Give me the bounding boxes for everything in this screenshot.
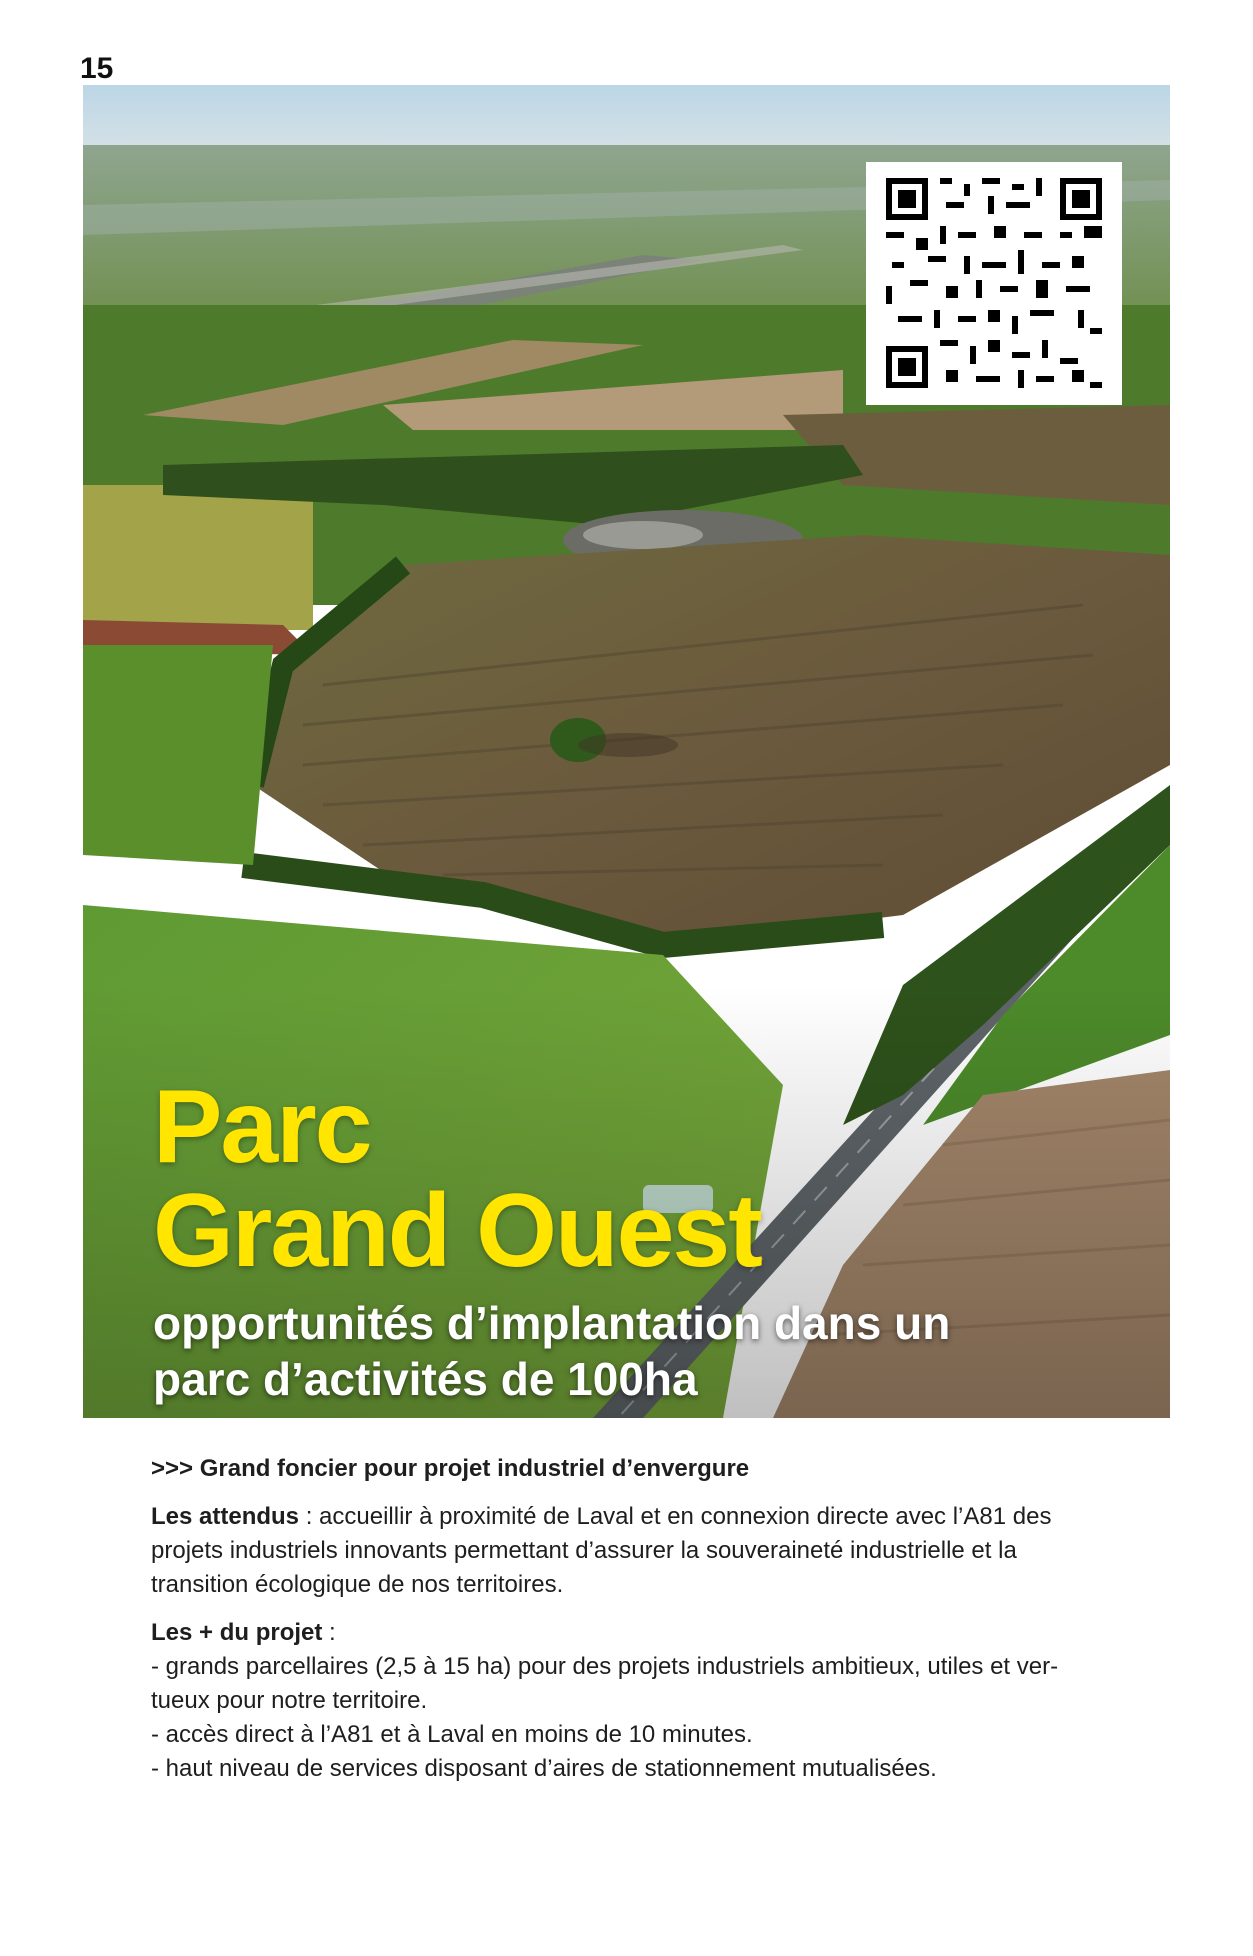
benefit-item-2: - accès direct à l’A81 et à Laval en moins de 10 minutes. [151, 1721, 753, 1748]
section-headline: >>> Grand foncier pour projet industriel d’envergure [151, 1455, 750, 1482]
benefit-item-1-line-1: - grands parcellaires (2,5 à 15 ha) pour des projets industriels ambitieux, utiles et ver- [151, 1653, 1059, 1680]
expected-line-3: transition écologique de nos territoires. [151, 1571, 564, 1598]
expected-label: Les attendus [151, 1503, 300, 1530]
qr-code-icon [886, 178, 1102, 388]
benefit-item-1-line-2: tueux pour notre territoire. [151, 1687, 428, 1714]
page-subtitle [153, 1295, 1133, 1407]
page-title [153, 1069, 1153, 1289]
benefits-label: Les + du projet [151, 1619, 323, 1646]
expected-separator: : [299, 1503, 320, 1530]
subtitle-line-2: parc d’activités de 100ha [153, 1353, 698, 1405]
expected-paragraph [151, 1500, 1151, 1602]
benefit-item-3: - haut niveau de services disposant d’aires de stationnement mutualisées. [151, 1755, 937, 1782]
expected-line-2: projets industriels innovants permettant d’assurer la souveraineté industrielle et la [151, 1537, 1017, 1564]
qr-code[interactable] [866, 162, 1122, 405]
content-section [151, 1452, 1151, 1786]
page-number: 15 [80, 52, 114, 85]
hero-photo [83, 85, 1170, 1418]
benefits-paragraph [151, 1616, 1151, 1786]
hero-title-block [153, 1069, 1153, 1407]
benefits-separator: : [322, 1619, 336, 1646]
subtitle-line-1: opportunités d’implantation dans un [153, 1297, 951, 1349]
title-line-1: Parc [153, 1069, 371, 1185]
title-line-2: Grand Ouest [153, 1173, 761, 1289]
expected-line-1: accueillir à proximité de Laval et en connexion directe avec l’A81 des [319, 1503, 1052, 1530]
